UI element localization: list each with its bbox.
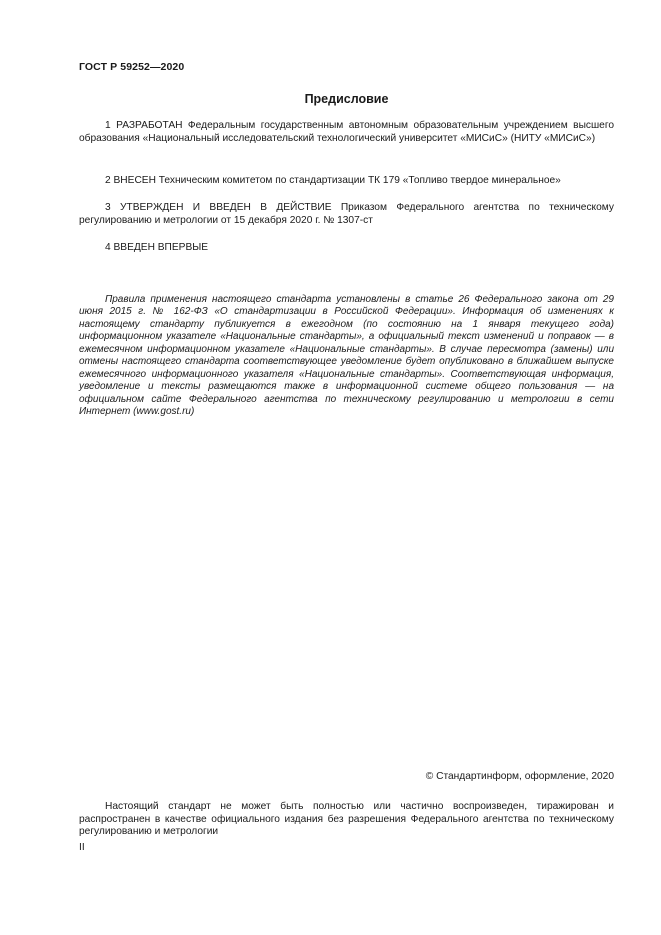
legal-notice: Настоящий стандарт не может быть полностью или частично воспроизведен, тиражирован и распространен в качестве официального издания без разрешения Федерального агентства по техническому регулированию и метрологии bbox=[79, 801, 614, 838]
preface-title: Предисловие bbox=[304, 92, 389, 106]
application-rules-note: Правила применения настоящего стандарта установлены в статье 26 Федерального закона от 29 июня 2015 г. № 162-ФЗ «О стандартизации в Российской Федерации». Информация об изменениях к настоящему стандарту публикуется в ежегодном (по состоянию на 1 января текущего года) информационном указателе «Национальные стандарты», а официальный текст изменений и поправок — в ежемесячном информационном указателе «Национальные стандарты». В случае пересмотра (замены) или отмены настоящего стандарта соответствующее уведомление будет опубликовано в ближайшем выпуске ежемесячного информационного указателя «Национальные стандарты». Соответствующая информация, уведомление и тексты размещаются также в информационной системе общего пользования — на официальном сайте Федерального агентства по техническому регулированию и метрологии в сети Интернет (www.gost.ru) bbox=[79, 294, 614, 418]
preface-item-first-introduced: 4 ВВЕДЕН ВПЕРВЫЕ bbox=[105, 242, 209, 253]
preface-item-developed: 1 РАЗРАБОТАН Федеральным государственным автономным образовательным учреждением высшего образования «Национальный исследовательский технологический университет «МИСиС» (НИТУ «МИСиС») bbox=[79, 120, 614, 144]
page-number: II bbox=[79, 842, 85, 853]
preface-item-introduced: 2 ВНЕСЕН Техническим комитетом по стандартизации ТК 179 «Топливо твердое минеральное» bbox=[105, 175, 561, 186]
standard-code: ГОСТ Р 59252—2020 bbox=[79, 61, 185, 73]
copyright-line: © Стандартинформ, оформление, 2020 bbox=[425, 771, 614, 782]
preface-item-approved: 3 УТВЕРЖДЕН И ВВЕДЕН В ДЕЙСТВИЕ Приказом Федерального агентства по техническому регулированию и метрологии от 15 декабря 2020 г. № 1307-ст bbox=[79, 202, 614, 226]
